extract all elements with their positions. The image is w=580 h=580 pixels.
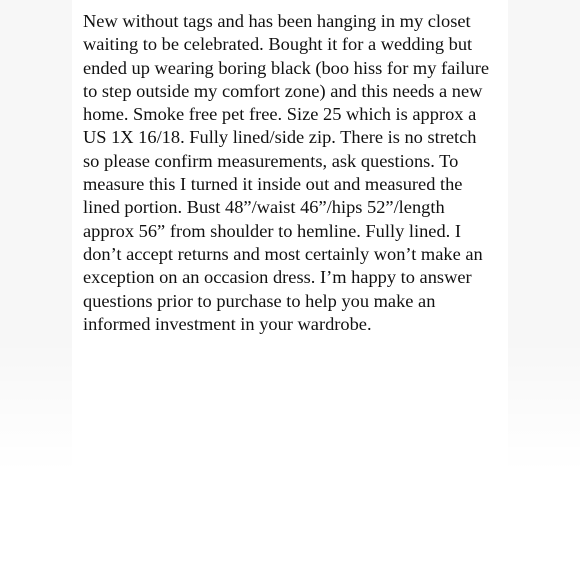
listing-description: New without tags and has been hanging in my closet waiting to be celebrated. Bought it for a wedding but ended up wearing boring black (boo hiss for my failure to step outside my comfort zone) and this needs a new home. Smoke free pet free. Size 25 which is approx a US 1X 16/18. Fully lined/side zip. There is no stretch so please confirm measurements, ask questions. To measure this I turned it inside out and measured the lined portion. Bust 48”/waist 46”/hips 52”/length approx 56” from shoulder to hemline. Fully lined. I don’t accept returns and most certainly won’t make an exception on an occasion dress. I’m happy to answer questions prior to purchase to help you make an informed investment in your wardrobe. <box>83 11 490 334</box>
bottom-fade <box>0 340 580 580</box>
